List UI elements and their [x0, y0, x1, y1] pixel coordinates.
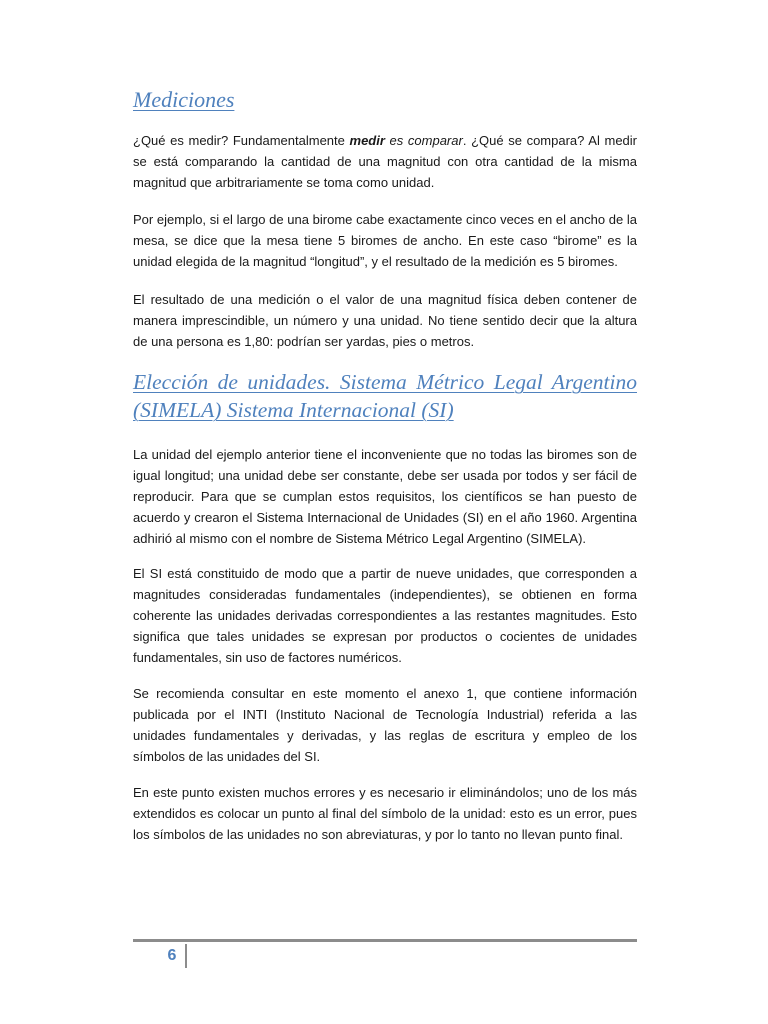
paragraph-3: El resultado de una medición o el valor de una magnitud física deben contener de manera imprescindible, un número y una unidad. No tiene sentido decir que la altura de una persona es 1,80: podrían ser yardas, pies o metros.: [133, 292, 637, 349]
paragraph-1-text-d: . ¿Qué se compara? Al medir se está comparando la cantidad de una magnitud con otra cantidad de la misma magnitud que arbitrariamente se toma como unidad.: [133, 133, 637, 190]
paragraph-1-emphasis-es-comparar: es comparar: [384, 133, 463, 148]
paragraph-1-text-a: ¿Qué es medir? Fundamentalmente: [133, 133, 350, 148]
page-number-divider: [185, 944, 187, 968]
paragraph-4: La unidad del ejemplo anterior tiene el inconveniente que no todas las biromes son de igual longitud; una unidad debe ser constante, debe ser usada por todos y ser fácil de reproducir. Para que se cumplan estos requisitos, los científicos se han puesto de acuerdo y crearon el Sistema Internacional de Unidades (SI) en el año 1960. Argentina adhirió al mismo con el nombre de Sistema Métrico Legal Argentino (SIMELA).: [133, 447, 637, 546]
paragraph-2: Por ejemplo, si el largo de una birome cabe exactamente cinco veces en el ancho de la mesa, se dice que la mesa tiene 5 biromes de ancho. En este caso “birome” es la unidad elegida de la magnitud “longitud”, y el resultado de la medición es 5 biromes.: [133, 212, 637, 269]
section-heading-mediciones: Mediciones: [133, 87, 235, 112]
paragraph-1-emphasis-medir: medir: [349, 133, 385, 148]
paragraph-5: El SI está constituido de modo que a partir de nueve unidades, que corresponden a magnitudes consideradas fundamentales (independientes), se obtienen en forma coherente las unidades derivadas correspondientes a las restantes magnitudes. Esto significa que tales unidades se expresan por productos o cocientes de unidades fundamentales, sin uso de factores numéricos.: [133, 566, 637, 665]
page-number: 6: [167, 947, 177, 964]
paragraph-7: En este punto existen muchos errores y es necesario ir eliminándolos; uno de los más extendidos es colocar un punto al final del símbolo de la unidad: esto es un error, pues los símbolos de las unidades no son abreviaturas, y por lo tanto no llevan punto final.: [133, 785, 637, 842]
section-heading-eleccion-de-unidades: Elección de unidades. Sistema Métrico Legal Argentino (SIMELA) Sistema Internacional (SI): [133, 370, 637, 422]
paragraph-1: [133, 130, 637, 193]
footer-rule: [133, 939, 637, 942]
paragraph-6: Se recomienda consultar en este momento el anexo 1, que contiene información publicada por el INTI (Instituto Nacional de Tecnología Industrial) referida a las unidades fundamentales y derivadas, y las reglas de escritura y empleo de los símbolos de las unidades del SI.: [133, 686, 637, 764]
